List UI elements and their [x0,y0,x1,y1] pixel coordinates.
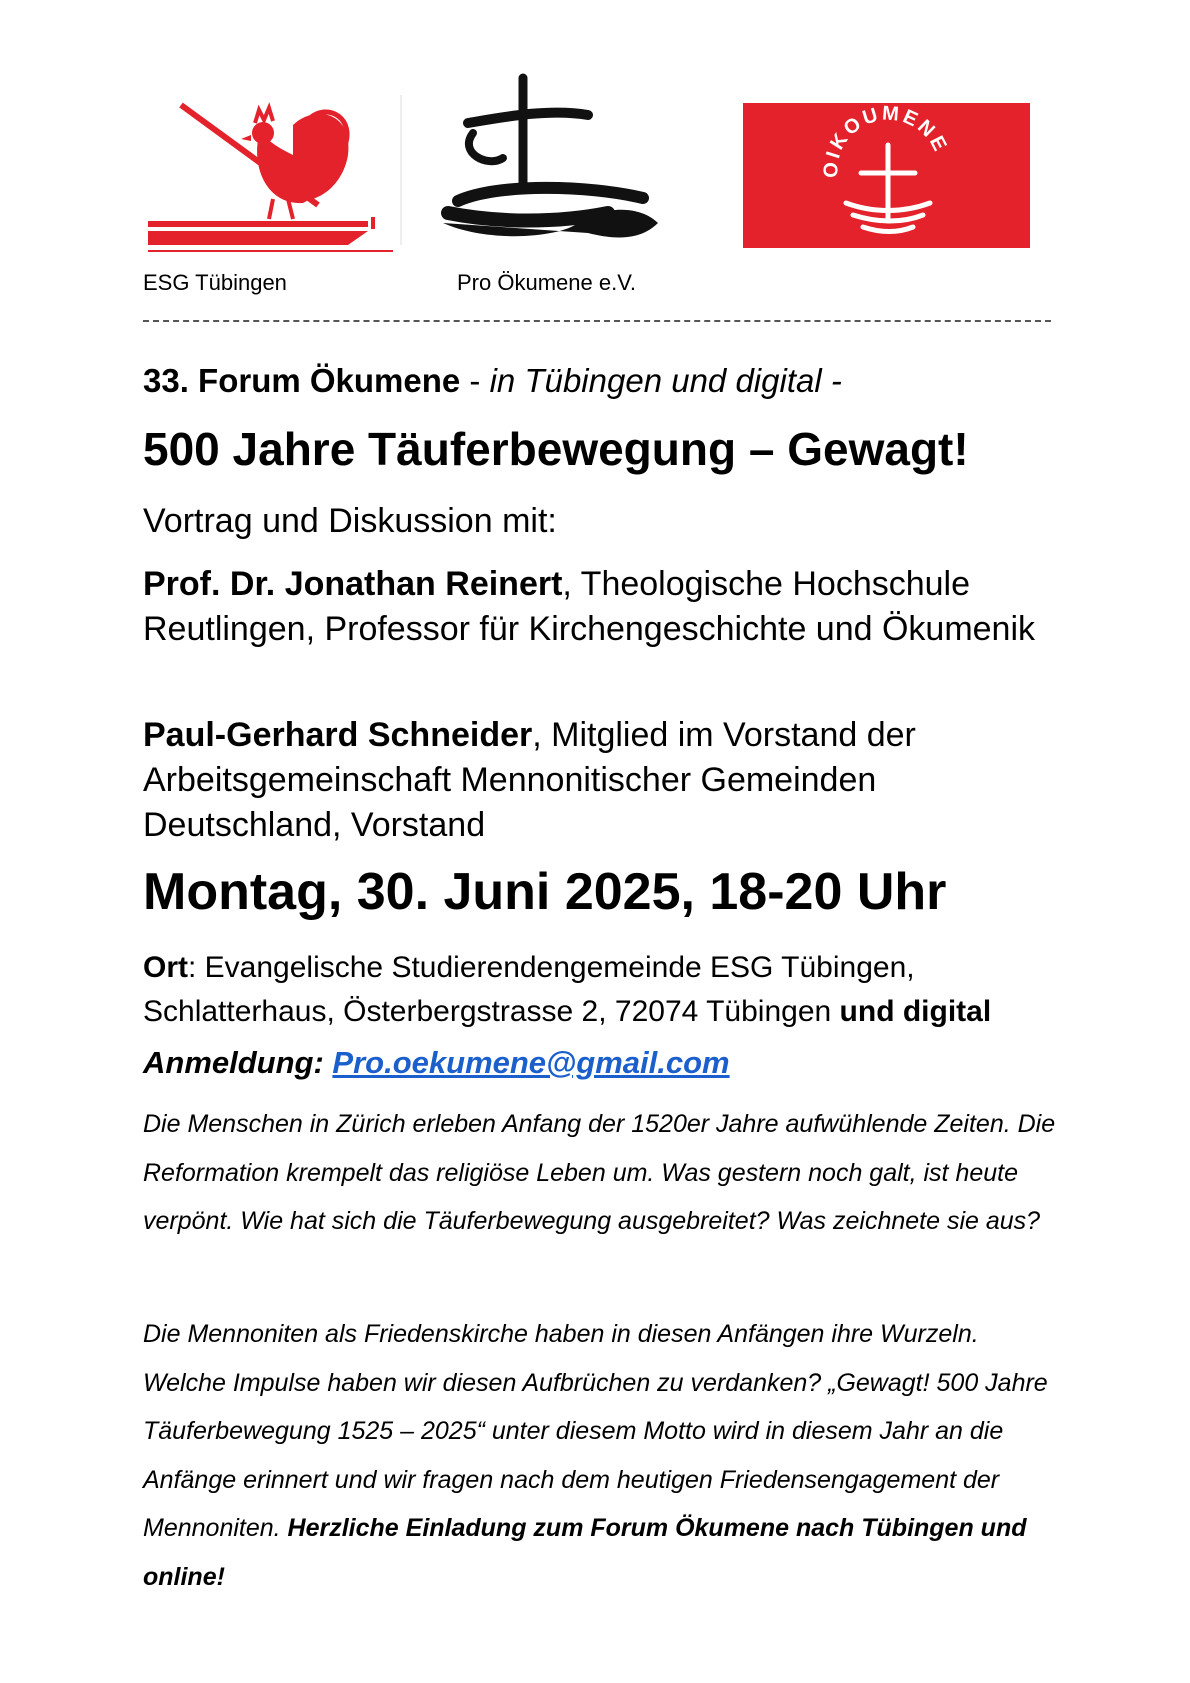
location-digital: und digital [839,995,992,1028]
location-address: : Evangelische Studierendengemeinde ESG Tübingen, Schlatterhaus, Österbergstrasse 2, 72074 Tübingen [143,951,915,1028]
speaker-description: , Mitglied im Vorstand der Arbeitsgemeinschaft Mennonitischer Gemeinden Deutschland, Vorstand [143,716,916,844]
forum-series-subtitle: in Tübingen und digital - [489,362,842,399]
description-paragraph-2 [143,1310,1063,1601]
event-intro: Vortrag und Diskussion mit: [143,502,557,540]
event-date: Montag, 30. Juni 2025, 18-20 Uhr [143,863,947,921]
registration-label: Anmeldung: [143,1045,333,1080]
forum-series-dash: - [460,362,490,399]
closing-invitation: Herzliche Einladung zum Forum Ökumene nach Tübingen und online! [143,1514,1027,1591]
description-paragraph-2-text: Die Mennoniten als Friedenskirche haben in diesen Anfängen ihre Wurzeln. Welche Impulse haben wir diesen Aufbrüchen zu verdanken? „Gewagt! 500 Jahre Täuferbewegung 1525 – 2025“ unter diesem Motto wird in diesem Jahr an die Anfänge erinnert und wir fragen nach dem heutigen Friedensengagement der Mennoniten. [143,1320,1048,1542]
dashed-divider [143,320,1051,322]
forum-series-title: 33. Forum Ökumene [143,362,461,399]
forum-series-line [143,362,1063,400]
pro-oekumene-boat-cross-logo [438,73,663,253]
speaker-name: Prof. Dr. Jonathan Reinert [143,565,563,603]
oikoumene-logo [743,103,1030,248]
event-title: 500 Jahre Täuferbewegung – Gewagt! [143,423,969,475]
esg-rooster-boat-logo [143,95,403,255]
pro-oekumene-caption: Pro Ökumene e.V. [457,270,636,295]
speaker-description: , Theologische Hochschule Reutlingen, Professor für Kirchengeschichte und Ökumenik [143,565,1036,648]
speaker-name: Paul-Gerhard Schneider [143,716,533,754]
event-location [143,946,1063,1034]
speaker-entry [143,713,1063,848]
oikoumene-logo-text: OIKOUMENE [820,103,952,179]
esg-caption: ESG Tübingen [143,270,287,295]
location-label: Ort [143,951,188,984]
registration-line [143,1045,1063,1081]
registration-email-link[interactable]: Pro.oekumene@gmail.com [332,1045,730,1080]
description-paragraph-1: Die Menschen in Zürich erleben Anfang der 1520er Jahre aufwühlende Zeiten. Die Reformation krempelt das religiöse Leben um. Was gestern noch galt, ist heute verpönt. Wie hat sich die Täuferbewegung ausgebreitet? Was zeichnete sie aus? [143,1110,1056,1235]
speaker-entry [143,562,1063,652]
